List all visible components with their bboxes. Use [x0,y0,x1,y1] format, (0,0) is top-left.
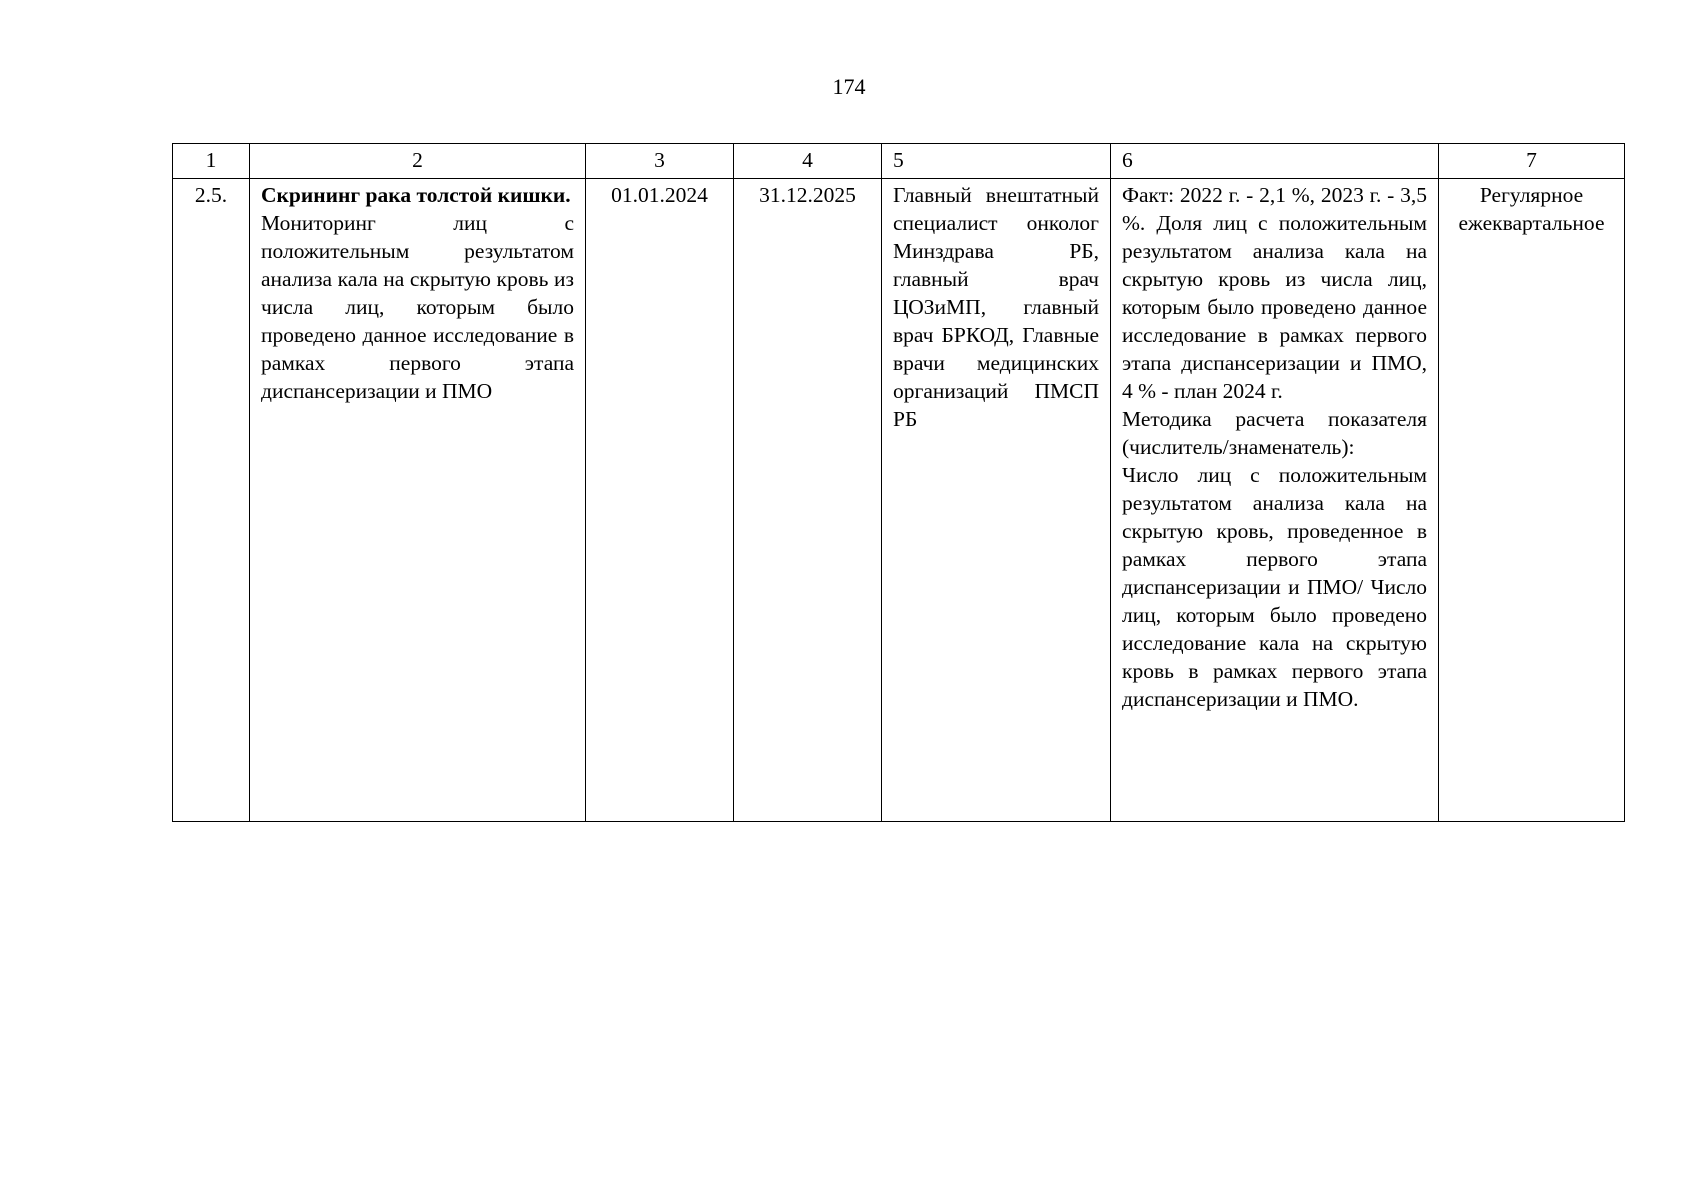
start-date: 01.01.2024 [586,179,734,822]
header-cell-1: 1 [173,144,250,179]
activity-title: Скрининг рака толстой кишки. [261,183,571,207]
indicator-method-title: Методика расчета показателя (числитель/знаменатель): [1122,407,1427,459]
header-cell-2: 2 [250,144,586,179]
header-cell-6: 6 [1111,144,1439,179]
header-cell-7: 7 [1439,144,1625,179]
periodicity-cell: Регулярное ежеквартальное [1439,179,1625,822]
header-cell-5: 5 [882,144,1111,179]
end-date: 31.12.2025 [734,179,882,822]
header-cell-3: 3 [586,144,734,179]
indicator-cell [1111,179,1439,822]
responsible-cell: Главный внештатный специалист онколог Минздрава РБ, главный врач ЦОЗиМП, главный врач БРКОД, Главные врачи медицинских организаций ПМСП РБ [882,179,1111,822]
row-number: 2.5. [173,179,250,822]
indicator-fact: Факт: 2022 г. - 2,1 %, 2023 г. - 3,5 %. Доля лиц с положительным результатом анализа кала на скрытую кровь из числа лиц, которым было проведено данное исследование в рамках первого этапа диспансеризации и ПМО, 4 % - план 2024 г. [1122,183,1427,403]
header-row [173,144,1625,179]
indicator-method: Число лиц с положительным результатом анализа кала на скрытую кровь, проведенное в рамках первого этапа диспансеризации и ПМО/ Число лиц, которым было проведено исследование кала на скрытую кровь в рамках первого этапа диспансеризации и ПМО. [1122,463,1427,711]
plan-table [172,143,1625,822]
page-number: 174 [832,74,866,99]
header-cell-4: 4 [734,144,882,179]
activity-cell [250,179,586,822]
activity-description: Мониторинг лиц с положительным результатом анализа кала на скрытую кровь из числа лиц, которым было проведено данное исследование в рамках первого этапа диспансеризации и ПМО [261,211,574,403]
table-row [173,179,1625,822]
